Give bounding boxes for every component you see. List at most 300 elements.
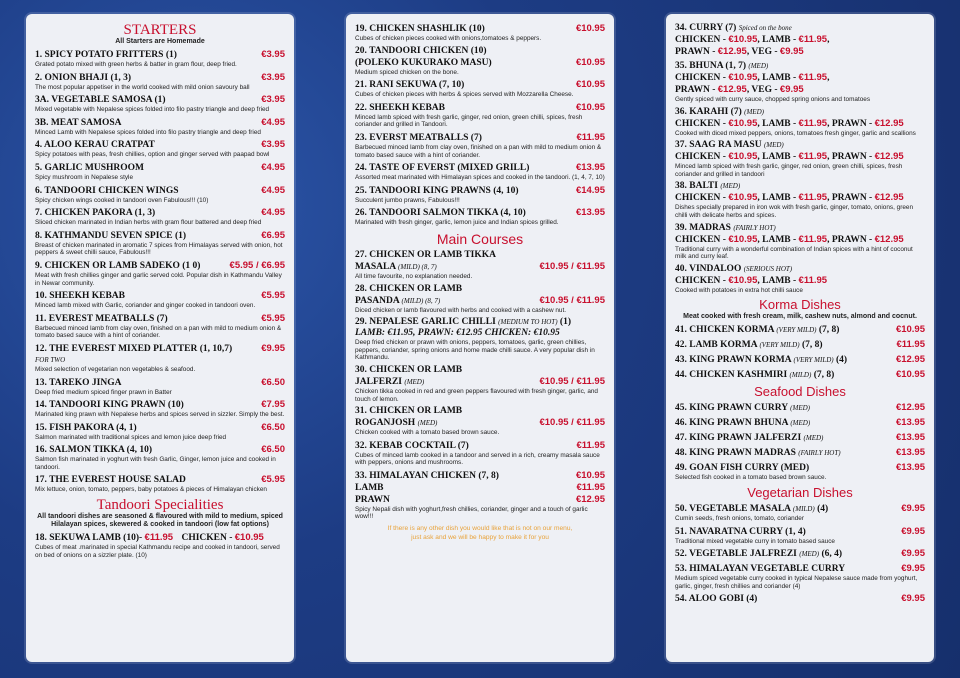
menu-item bbox=[675, 324, 925, 336]
item-row bbox=[675, 324, 925, 336]
item-price: €10.95 bbox=[895, 324, 925, 336]
item-price: €9.95 bbox=[901, 593, 925, 605]
item-allergens: (7, 8) bbox=[801, 340, 823, 351]
item-name-text: 12. THE EVEREST MIXED PLATTER (1, 10,7) bbox=[35, 343, 233, 354]
item-price: €12.95 bbox=[895, 402, 925, 414]
menu-item bbox=[355, 102, 605, 129]
main-courses-heading: Main Courses bbox=[436, 230, 524, 247]
item-name bbox=[675, 418, 810, 429]
item-price: €3.95 bbox=[261, 139, 285, 151]
item-row bbox=[355, 284, 605, 295]
item-price: €10.95 / €11.95 bbox=[539, 294, 605, 306]
item-price: €13.95 bbox=[895, 417, 925, 429]
menu-item bbox=[35, 313, 285, 340]
item-price: €5.95 bbox=[261, 312, 285, 324]
item-name-text: 29. NEPALESE GARLIC CHILLI bbox=[355, 317, 496, 328]
item-name: LAMB bbox=[355, 482, 384, 493]
item-heat-tag: (SERIOUS HOT) bbox=[743, 264, 793, 273]
item-price: €9.95 bbox=[901, 563, 925, 575]
item-description: Breast of chicken marinated in aromatic 7 spices from Himalayas served with onion, hot peppers & sweet chilli sauce, Fabulous!!! bbox=[35, 241, 283, 257]
item-name-text: ROGANJOSH bbox=[355, 418, 416, 429]
item-name bbox=[355, 80, 464, 91]
item-price: €4.95 bbox=[261, 184, 285, 196]
menu-item bbox=[675, 339, 925, 351]
item-name-text: 54. ALOO GOBI bbox=[675, 594, 744, 605]
item-name-text: MASALA bbox=[355, 261, 396, 272]
tandoori-note: All tandoori dishes are seasoned & flavoured with mild to medium, spiced Hilalayan spices, skewered & cooked in tandoori (low fat options) bbox=[37, 513, 283, 529]
item-name bbox=[675, 140, 925, 151]
item-name bbox=[35, 400, 184, 411]
item-name-text: 24. TASTE OF EVERST (MIXED GRILL) bbox=[355, 163, 530, 174]
item-name bbox=[675, 504, 828, 515]
item-description: Assorted meat marinated with Himalayan spices and cooked in the tandoori. (1, 4, 7, 10) bbox=[355, 174, 605, 182]
item-description: The most popular appetiser in the world cooked with mild onion savoury ball bbox=[35, 83, 250, 91]
item-price: €5.95 bbox=[261, 474, 285, 486]
item-row bbox=[355, 23, 605, 35]
menu-item bbox=[355, 440, 605, 467]
item-description: Deep fried medium spiced finger prawn in Batter bbox=[35, 388, 172, 396]
item-name-text: 11. EVEREST MEATBALLS (7) bbox=[35, 313, 168, 324]
item-name-text: 41. CHICKEN KORMA bbox=[675, 325, 774, 336]
menu-item bbox=[35, 260, 285, 287]
item-description: Barbecued minced lamb from clay oven, finished on a pan with mild to medium onion & tomato based sauce with a hint of coriander. bbox=[355, 143, 602, 159]
item-row bbox=[35, 185, 285, 197]
item-name bbox=[35, 261, 200, 272]
item-allergens: (4) bbox=[746, 594, 758, 605]
item-description: Minced lamb mixed with Garlic, coriander and ginger cooked in tandoori oven. bbox=[35, 302, 256, 310]
item-price: €3.95 bbox=[261, 71, 285, 83]
item-heat-tag: (VERY MILD) bbox=[759, 341, 800, 350]
item-name-text: 50. VEGETABLE MASALA bbox=[675, 503, 791, 514]
item-name-text: 10. SHEEKH KEBAB bbox=[35, 291, 126, 302]
footnote-line: If there is any other dish you would like that is not on our menu, bbox=[387, 525, 573, 533]
item-name bbox=[675, 181, 925, 192]
item-name-text: (POLEKO KUKURAKO MASU) bbox=[355, 57, 492, 68]
item-name-text: 51. NAVARATNA CURRY (1, 4) bbox=[675, 526, 806, 537]
item-row bbox=[35, 399, 285, 411]
item-description: Mix lettuce, onion, tomato, peppers, baby potatoes & pieces of Himalayan chicken bbox=[35, 486, 267, 494]
item-price: €13.95 bbox=[575, 162, 605, 174]
item-allergens: (7, 8) bbox=[813, 370, 835, 381]
item-row bbox=[355, 185, 605, 197]
item-name: 30. CHICKEN OR LAMB bbox=[355, 364, 463, 375]
item-price: €3.95 bbox=[261, 49, 285, 60]
item-prices: LAMB: €11.95, PRAWN: €12.95 CHICKEN: €10.95 bbox=[355, 328, 560, 339]
item-heat-tag: (MED) bbox=[803, 434, 824, 443]
item-name-text: 52. VEGETABLE JALFREZI bbox=[675, 549, 797, 560]
item-name-text: 46. KING PRAWN BHUNA bbox=[675, 418, 788, 429]
item-price: €11.95 bbox=[896, 339, 925, 351]
menu-item bbox=[355, 46, 605, 77]
item-name bbox=[35, 50, 177, 61]
item-description: Cumin seeds, fresh onions, tomato, coriander bbox=[675, 514, 804, 522]
item-description: Chicken cooked with a tomato based brown sauce. bbox=[355, 429, 500, 437]
menu-item bbox=[675, 526, 925, 546]
item-row bbox=[35, 139, 285, 151]
starters-heading: STARTERS bbox=[123, 22, 197, 38]
item-description: Spicy potatoes with peas, fresh chillies, option and ginger served with paapad bowl bbox=[35, 151, 270, 159]
item-row bbox=[35, 230, 285, 242]
menu-item bbox=[355, 250, 605, 281]
item-heat-tag: (MED) bbox=[763, 141, 784, 150]
item-description: Gently spiced with curry sauce, chopped spring onions and tomatoes bbox=[675, 96, 871, 103]
item-row bbox=[675, 462, 925, 474]
menu-item bbox=[675, 181, 925, 219]
item-name bbox=[675, 564, 845, 575]
item-name-text: 13. TAREKO JINGA bbox=[35, 377, 122, 388]
menu-item bbox=[35, 162, 285, 182]
item-description: Traditional mixed vegetable curry in tomato based sauce bbox=[675, 537, 835, 545]
item-row bbox=[355, 162, 605, 174]
item-heat-tag: (MED) bbox=[748, 62, 769, 70]
item-row bbox=[35, 422, 285, 434]
item-row bbox=[675, 503, 925, 515]
item-heat-tag: (MED) bbox=[790, 419, 811, 428]
item-row bbox=[675, 593, 925, 605]
item-name bbox=[675, 370, 834, 381]
menu-item bbox=[355, 162, 605, 182]
item-price-line: CHICKEN - €10.95, LAMB - €11.95, PRAWN - €12.95 bbox=[675, 233, 904, 245]
item-name bbox=[675, 463, 809, 474]
item-row bbox=[675, 447, 925, 459]
item-name bbox=[675, 107, 925, 118]
menu-item bbox=[355, 365, 605, 403]
item-heat-tag: (MED) bbox=[744, 107, 764, 116]
item-row bbox=[355, 406, 605, 417]
item-price: €9.95 bbox=[901, 502, 925, 514]
item-name-text: 6. TANDOORI CHICKEN WINGS bbox=[35, 185, 179, 196]
seafood-heading: Seafood Dishes bbox=[754, 384, 846, 400]
item-row bbox=[355, 440, 605, 452]
item-name-text: 37. SAAG RA MASU bbox=[675, 140, 762, 151]
item-description: Cubes of minced lamb cooked in a tandoor and served in a rich, creamy masala sauce with peppers, onions and mushrooms. bbox=[355, 451, 600, 467]
item-name bbox=[355, 208, 526, 219]
item-description: Marinated king prawn with Nepalese herbs and spices served in sizzler. Simply the best. bbox=[35, 411, 285, 419]
item-description: Deep fried chicken or prawn with onions, peppers, tomatoes, garlic, green chillies, peppers, coriander, spring onions and home made chilli sauce. A very popular dish in Kathmandu. bbox=[355, 339, 595, 362]
item-allergens: (4) bbox=[836, 355, 848, 366]
item-price: €4.95 bbox=[261, 207, 285, 219]
item-subtitle: FOR TWO bbox=[35, 355, 66, 364]
item-description: Diced chicken or lamb flavoured with herbs and cooked with a cashew nut. bbox=[355, 306, 567, 314]
item-row bbox=[355, 250, 605, 261]
item-heat-tag: Spiced on the bone bbox=[738, 24, 792, 32]
item-name-text: 49. GOAN FISH CURRY (MED) bbox=[675, 463, 810, 474]
menu-item bbox=[35, 49, 285, 69]
item-name bbox=[355, 58, 492, 69]
item-name bbox=[35, 73, 131, 84]
item-description: Salmon fish marinated in yoghurt with fresh Garlic, Ginger, lemon juice and cooked in tandoori. bbox=[35, 456, 276, 471]
item-name bbox=[35, 163, 144, 174]
item-name-text: 2. ONION BHAJI (1, 3) bbox=[35, 72, 132, 83]
item-price: €10.95 / €11.95 bbox=[539, 375, 605, 387]
item-name bbox=[675, 594, 757, 605]
item-name bbox=[35, 291, 125, 302]
item-description: Minced lamb spiced with fresh garlic, ginger, red onion, green chilli, spices, fresh coriander and grilled in Tandoori. bbox=[355, 113, 583, 129]
item-heat-tag: (MILD) bbox=[792, 504, 815, 513]
item-name-text: 8. KATHMANDU SEVEN SPICE (1) bbox=[35, 230, 187, 241]
item-price: €10.95 bbox=[575, 56, 605, 68]
item-price: €5.95 bbox=[261, 290, 285, 302]
item-price: €5.95 / €6.95 bbox=[229, 259, 285, 271]
item-price-line: PRAWN - €12.95, VEG - €9.95 bbox=[675, 84, 804, 95]
item-allergens: (4) bbox=[817, 503, 829, 514]
item-heat-tag: (MED) bbox=[790, 404, 810, 413]
item-row bbox=[35, 49, 285, 61]
menu-item bbox=[35, 230, 285, 257]
menu-item bbox=[35, 207, 285, 227]
item-description: Marinated with fresh ginger, garlic, lemon juice and Indian spices grilled. bbox=[355, 219, 559, 227]
item-row bbox=[35, 313, 285, 325]
item-price: €10.95 / €11.95 bbox=[539, 417, 605, 429]
item-row bbox=[355, 46, 605, 57]
menu-item bbox=[35, 474, 285, 494]
item-name-text: 23. EVERST MEATBALLS (7) bbox=[355, 132, 482, 143]
item-description: Minced lamb spiced with fresh garlic, ginger, red onion, green chilli, spices, fresh coriander and grilled in tandoori bbox=[675, 163, 903, 178]
starters-list bbox=[35, 49, 285, 494]
item-description: Spicy Nepali dish with yoghurt,fresh chillies, coriander, ginger and a touch of garlic wow!!! bbox=[355, 505, 588, 521]
item-name-text: JALFERZI bbox=[355, 376, 402, 387]
item-price: €9.95 bbox=[901, 548, 925, 560]
item-name bbox=[675, 340, 823, 351]
item-price: €12.95 bbox=[575, 493, 605, 505]
item-name: PRAWN bbox=[355, 494, 390, 505]
item-heat-tag: (MED) bbox=[404, 377, 425, 386]
item-name-text: 1. SPICY POTATO FRITTERS (1) bbox=[35, 50, 177, 60]
item-name-text: 48. KING PRAWN MADRAS bbox=[675, 448, 796, 459]
item-name-text: 40. VINDALOO bbox=[675, 263, 742, 274]
item-row bbox=[675, 563, 925, 575]
item-description: Cubes of chicken pieces cooked with onions,tomatoes & peppers. bbox=[355, 35, 542, 42]
item-row bbox=[35, 94, 285, 106]
menu-item bbox=[35, 94, 285, 114]
item-name bbox=[35, 186, 179, 197]
item-row bbox=[355, 79, 605, 91]
item-allergens: (6, 4) bbox=[821, 549, 843, 560]
item-price-line: CHICKEN - €10.95, LAMB - €11.95, bbox=[675, 34, 830, 45]
item-description: Mixed selection of vegetarian non vegetables & seafood. bbox=[35, 365, 196, 373]
item-name-text: 42. LAMB KORMA bbox=[675, 340, 758, 351]
vegetarian-list bbox=[675, 503, 925, 605]
main-courses-list bbox=[355, 250, 605, 467]
menu-item bbox=[675, 354, 925, 366]
item-description: Succulent jumbo prawns, Fabulous!!! bbox=[355, 196, 460, 204]
item-name-text: 15. FISH PAKORA (4, 1) bbox=[35, 422, 137, 433]
item-description: Spicy chicken wings cooked in tandoori oven Fabulous!!! (10) bbox=[35, 196, 209, 204]
item-name bbox=[675, 527, 806, 538]
item-description: Minced Lamb with Nepalese spices folded into filo pastry triangle and deep fried bbox=[35, 128, 261, 136]
item-row bbox=[355, 417, 605, 429]
item-description: Salmon marinated with traditional spices and lemon juice deep fried bbox=[35, 433, 227, 441]
item-description: Medium spiced chicken on the bone. bbox=[355, 68, 459, 76]
item-name bbox=[35, 140, 155, 151]
item-price: €11.95 bbox=[576, 481, 605, 493]
item-name bbox=[355, 46, 487, 57]
item-name bbox=[675, 448, 841, 459]
item-price: €11.95 bbox=[576, 131, 605, 143]
item-name-text: 35. BHUNA (1, 7) bbox=[675, 61, 746, 71]
item-name bbox=[675, 433, 823, 444]
item-allergens: (7, 8) bbox=[818, 325, 840, 336]
item-description: Barbecued minced lamb from clay oven, finished on a pan with mild to medium onion & tomato based sauce with a hint of coriander. bbox=[35, 324, 282, 340]
item-price-line: PRAWN - €12.95, VEG - €9.95 bbox=[675, 46, 804, 57]
item-price: €9.95 bbox=[261, 342, 285, 354]
item-heat-tag: (FAIRLY HOT) bbox=[733, 223, 776, 232]
menu-item bbox=[675, 140, 925, 178]
item-name-text: 45. KING PRAWN CURRY bbox=[675, 403, 788, 414]
item-row bbox=[675, 548, 925, 560]
menu-item bbox=[675, 462, 925, 482]
menu-item bbox=[355, 284, 605, 315]
item-heat-tag: (VERY MILD) bbox=[793, 356, 834, 365]
menu-item bbox=[35, 399, 285, 419]
item-price: €10.95 bbox=[234, 532, 264, 544]
menu-item bbox=[35, 444, 285, 471]
tandoori-list bbox=[355, 23, 605, 227]
item-name-text: 26. TANDOORI SALMON TIKKA (4, 10) bbox=[355, 208, 526, 219]
item-name bbox=[355, 103, 445, 114]
menu-item bbox=[675, 264, 925, 295]
item-row bbox=[355, 261, 605, 273]
item-name-text: 4. ALOO KERAU CRATPAT bbox=[35, 140, 155, 151]
item-description: Selected fish cooked in a tomato based brown sauce. bbox=[675, 474, 827, 482]
item-name-text: 22. SHEEKH KEBAB bbox=[355, 102, 446, 113]
item-price: €9.95 bbox=[901, 525, 925, 537]
item-name-text: 5. GARLIC MUSHROOM bbox=[35, 162, 144, 173]
item-name-text: 34. CURRY (7) bbox=[675, 23, 737, 33]
item-row bbox=[35, 343, 285, 355]
item-allergens: (1) bbox=[559, 317, 571, 328]
menu-item bbox=[675, 503, 925, 523]
menu-item bbox=[675, 593, 925, 605]
item-name-text: 47. KING PRAWN JALFERZI bbox=[675, 433, 802, 444]
item-row bbox=[355, 365, 605, 376]
footnote bbox=[355, 524, 605, 542]
menu-item bbox=[35, 185, 285, 205]
item-name-text: 53. HIMALAYAN VEGETABLE CURRY bbox=[675, 564, 846, 575]
item-heat-tag: (MED) bbox=[720, 182, 741, 191]
item-description: Cooked with diced mixed peppers, onions, tomatoes fresh ginger, garlic and scallions bbox=[675, 129, 916, 137]
item-name-text: 14. TANDOORI KING PRAWN (10) bbox=[35, 400, 184, 411]
item-row bbox=[675, 369, 925, 381]
item-name-text: 20. TANDOORI CHICKEN (10) bbox=[355, 45, 487, 56]
menu-panel-right bbox=[666, 14, 934, 662]
menu-item bbox=[355, 207, 605, 227]
menu-item bbox=[355, 406, 605, 437]
item-row bbox=[355, 207, 605, 219]
item-row bbox=[355, 57, 605, 69]
item-description: Traditional curry with a wonderful combination of Indian spices with a hint of coconut milk and curry leaf. bbox=[675, 245, 913, 261]
item-price: €6.50 bbox=[261, 444, 285, 456]
item-heat-tag: (MILD) (8, 7) bbox=[398, 262, 437, 271]
item-row bbox=[35, 290, 285, 302]
item-name bbox=[675, 325, 839, 336]
vegetarian-heading: Vegetarian Dishes bbox=[747, 484, 853, 500]
item-price: €10.95 bbox=[575, 79, 605, 91]
menu-item bbox=[675, 432, 925, 444]
item-row bbox=[35, 207, 285, 219]
item-price: €6.95 bbox=[261, 229, 285, 241]
menu-item bbox=[35, 290, 285, 310]
item-row bbox=[35, 474, 285, 486]
item-row bbox=[675, 417, 925, 429]
item-price: €10.95 bbox=[895, 369, 925, 381]
item-price: €12.95 bbox=[895, 354, 925, 366]
item-row bbox=[675, 432, 925, 444]
menu-item bbox=[675, 402, 925, 414]
item-name bbox=[35, 95, 166, 106]
item-name bbox=[355, 24, 485, 35]
korma-note: Meat cooked with fresh cream, milk, cashew nuts, almond and cocnut. bbox=[683, 313, 917, 321]
footnote-line: just ask and we will be happy to make it for you bbox=[411, 534, 549, 542]
item-price: €13.95 bbox=[895, 462, 925, 474]
item-price: €13.95 bbox=[895, 447, 925, 459]
menu-item bbox=[675, 369, 925, 381]
item-description: Spicy mushroom in Nepalese style bbox=[35, 173, 134, 181]
item-price: €6.50 bbox=[261, 421, 285, 433]
item-name-text: 39. MADRAS bbox=[675, 222, 731, 233]
item-name bbox=[675, 403, 810, 414]
item-name-text: 44. CHICKEN KASHMIRI bbox=[675, 370, 788, 381]
item-heat-tag: (MILD) bbox=[789, 371, 812, 380]
item-name-text: 25. TANDOORI KING PRAWNS (4, 10) bbox=[355, 185, 519, 196]
menu-item bbox=[675, 563, 925, 590]
item-price: €10.95 / €11.95 bbox=[539, 260, 605, 272]
item-row bbox=[35, 355, 285, 366]
item-heat-tag: (VERY MILD) bbox=[776, 326, 817, 335]
item-heat-tag: (FAIRLY HOT) bbox=[798, 449, 841, 458]
item-name-text: 19. CHICKEN SHASHLIK (10) bbox=[355, 24, 485, 34]
item-name-text: 7. CHICKEN PAKORA (1, 3) bbox=[35, 208, 156, 219]
item-row bbox=[355, 295, 605, 307]
item-name-text: PASANDA bbox=[355, 295, 400, 306]
starters-note: All Starters are Homemade bbox=[115, 38, 205, 45]
item-heat-tag: (MEDIUM TO HOT) bbox=[498, 318, 558, 327]
item-name bbox=[355, 133, 482, 144]
item-name: 28. CHICKEN OR LAMB bbox=[355, 283, 463, 294]
item-name bbox=[35, 445, 152, 456]
item-row bbox=[675, 526, 925, 538]
item-name bbox=[675, 549, 842, 560]
item-price: €13.95 bbox=[895, 432, 925, 444]
item-price: €11.95 bbox=[576, 439, 605, 451]
menu-item bbox=[675, 61, 925, 104]
item-description: Mixed vegetable with Nepalese spices folded into filo pastry triangle and deep fried bbox=[35, 106, 270, 114]
item-price: €11.95 bbox=[144, 532, 174, 544]
item-name-text: 36. KARAHI (7) bbox=[675, 106, 742, 117]
item-row bbox=[35, 117, 285, 129]
item-name-text: 38. BALTI bbox=[675, 181, 718, 192]
item-name: 31. CHICKEN OR LAMB bbox=[355, 406, 463, 417]
item-description: Medium spiced vegetable curry cooked in typical Nepalese sauce made from yoghurt, garlic, ginger, fresh chillies and coriander (4) bbox=[675, 575, 918, 590]
item-row bbox=[675, 354, 925, 366]
item-price-line: CHICKEN - €10.95, LAMB - €11.95, PRAWN - €12.95 bbox=[675, 117, 904, 129]
item-price: €10.95 bbox=[575, 469, 605, 481]
item-name bbox=[355, 296, 440, 307]
item-price-line: CHICKEN - €10.95, LAMB - €11.95, bbox=[675, 72, 830, 83]
item-description: Meat with fresh chillies ginger and garlic served cold. Popular dish in Kathmandu Valley in Newar community. bbox=[35, 271, 282, 287]
tandoori-heading: Tandoori Specialities bbox=[96, 497, 224, 514]
item-name-text: 17. THE EVEREST HOUSE SALAD bbox=[35, 475, 186, 486]
item-name-text: 21. RANI SEKUWA (7, 10) bbox=[355, 80, 465, 91]
menu-item bbox=[355, 132, 605, 159]
item-row bbox=[35, 162, 285, 174]
item-description: Cubes of meat .marinated in special Kathmandu recipe and cooked in tandoori, served on bed of onions on a sizzler plate. (10) bbox=[35, 544, 280, 559]
menu-item bbox=[355, 185, 605, 205]
item-price: €14.95 bbox=[575, 184, 605, 196]
item-name-text: 43. KING PRAWN KORMA bbox=[675, 355, 792, 366]
menu-panel-middle bbox=[346, 14, 614, 662]
item-description: Chicken tikka cooked in red and green peppers flavoured with fresh ginger, garlic, and touch of lemon. bbox=[355, 387, 598, 403]
